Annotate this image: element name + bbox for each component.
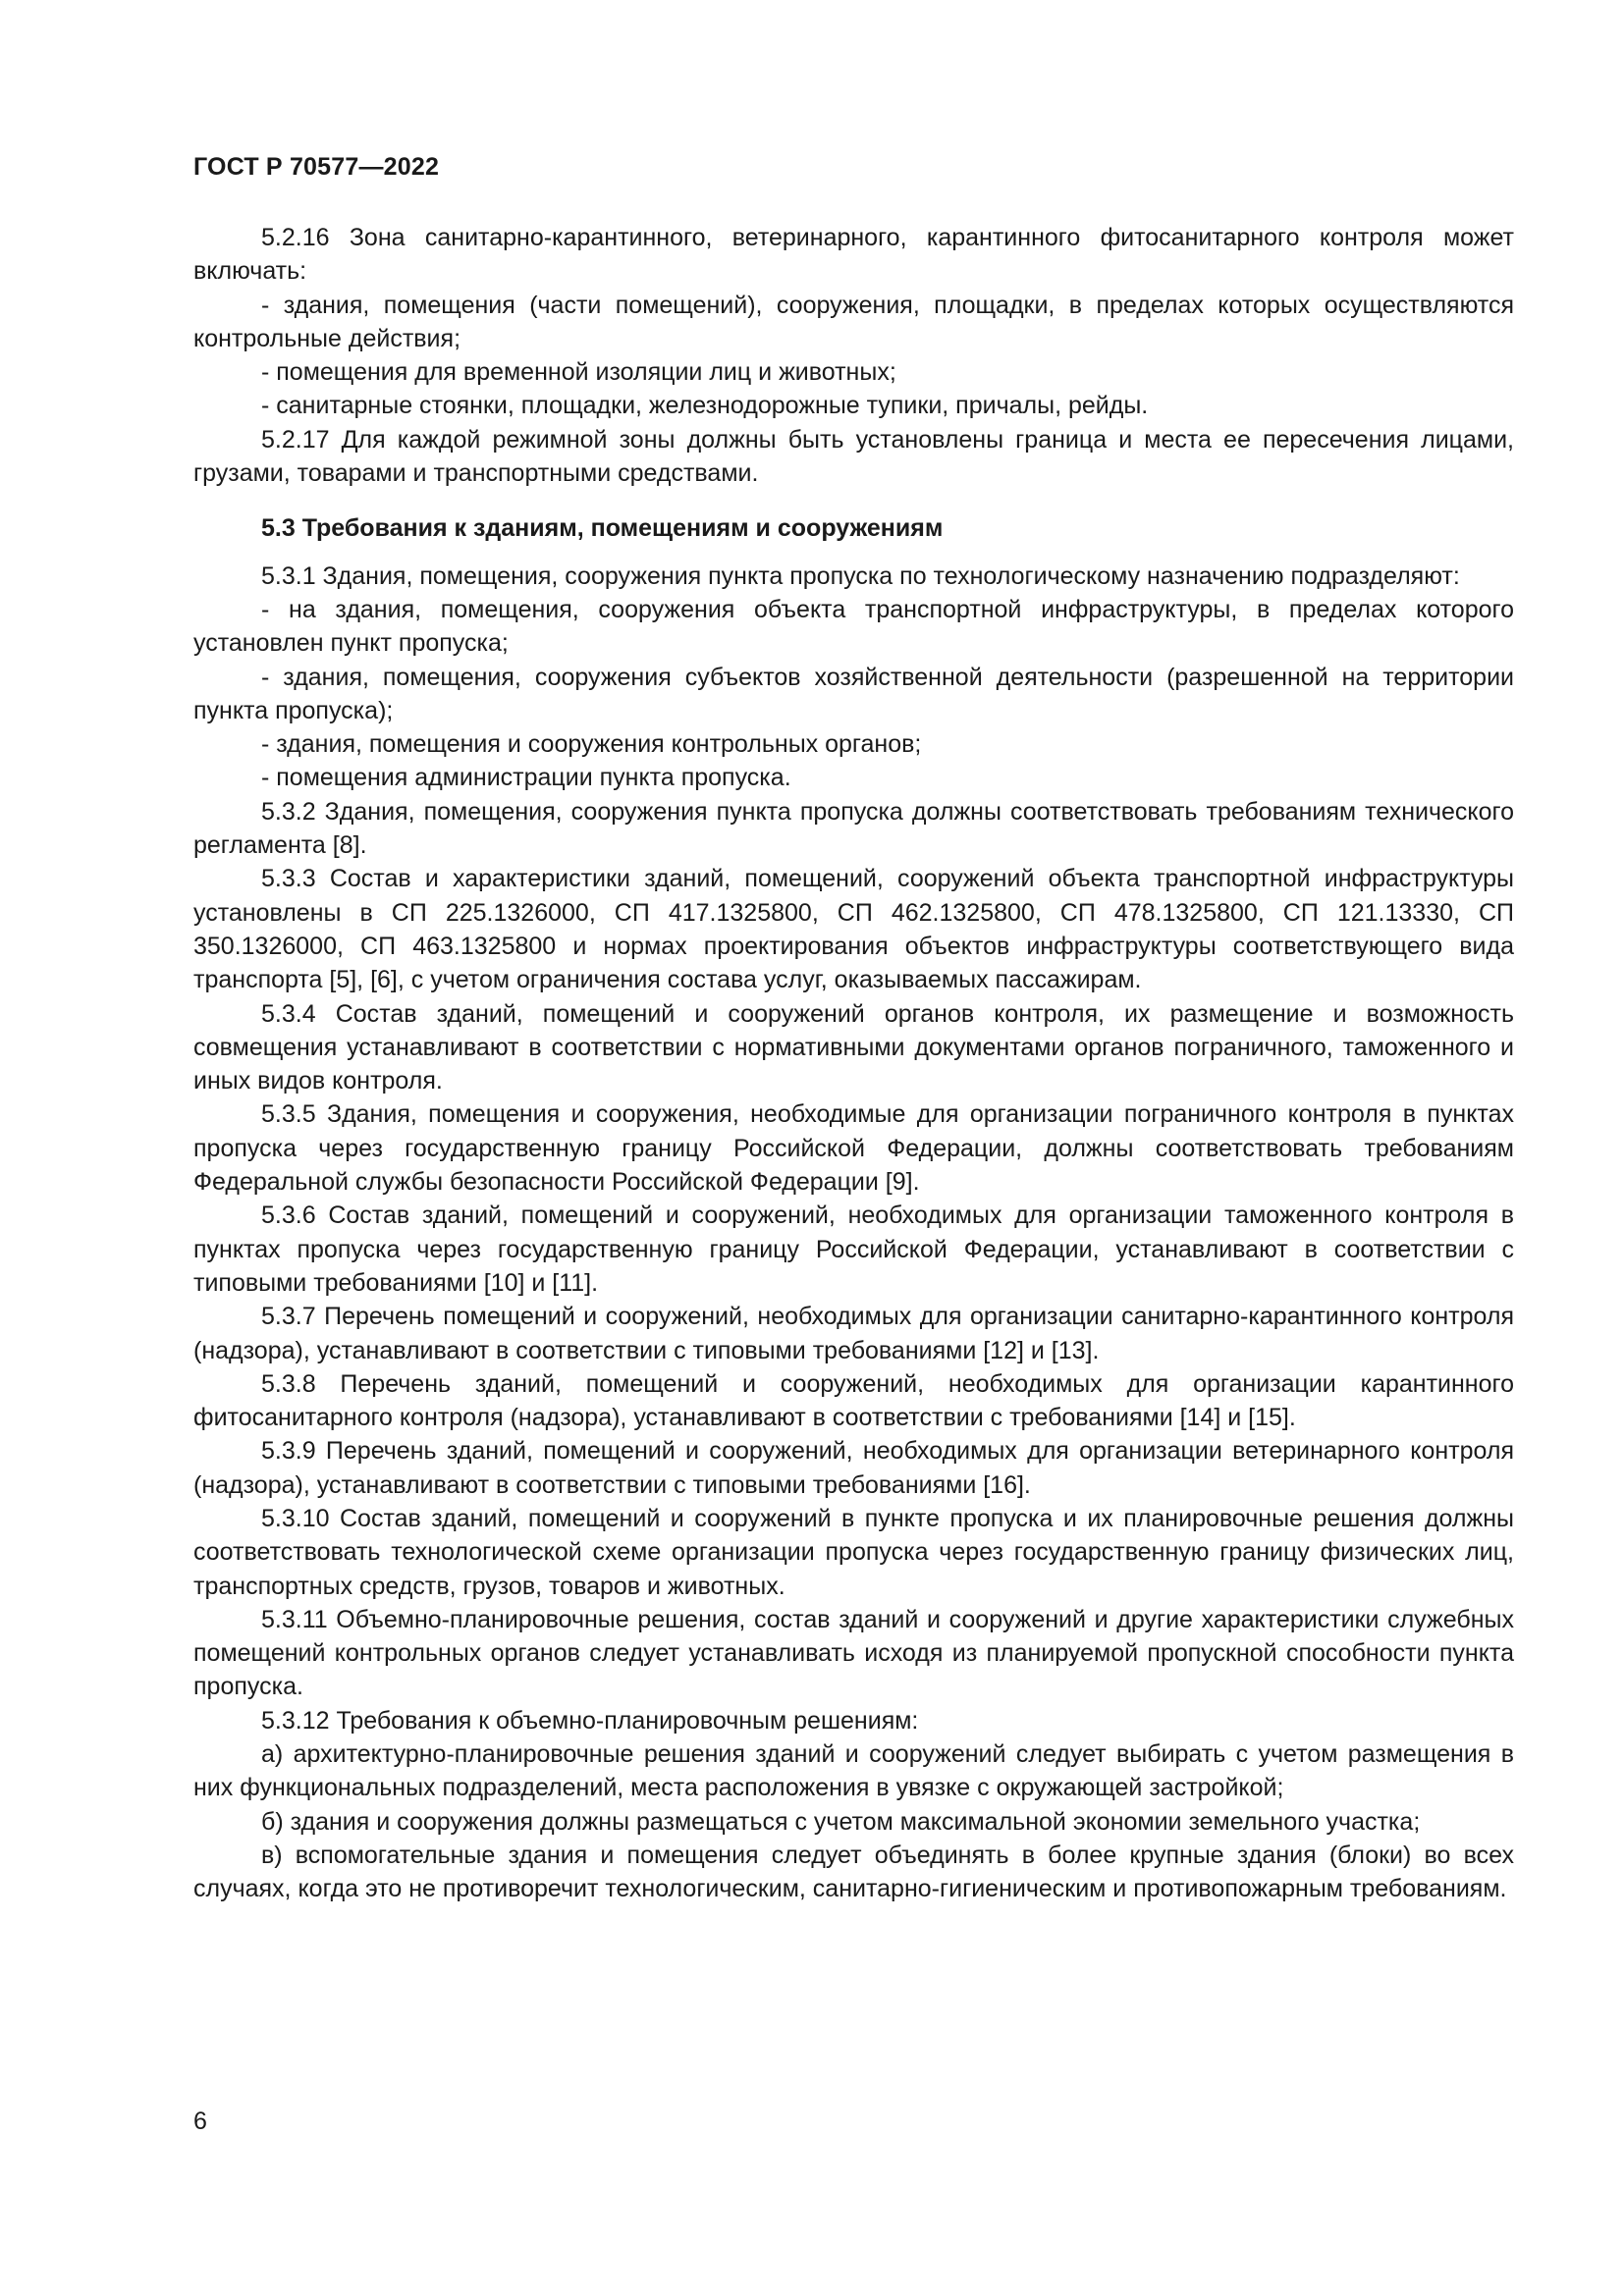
paragraph: 5.3.12 Требования к объемно-планировочным решениям: — [261, 1706, 919, 1735]
paragraph: 5.3.4 Состав зданий, помещений и сооружений органов контроля, их размещение и возможность совмещения устанавливают в соответствии с нормативными документами органов пограничного, таможенного и иных видов контроля. — [193, 999, 1514, 1095]
list-item: - помещения для временной изоляции лиц и животных; — [261, 358, 896, 387]
document-code-header: ГОСТ Р 70577—2022 — [193, 153, 440, 181]
list-item: - помещения администрации пункта пропуска. — [261, 764, 791, 792]
list-item: - санитарные стоянки, площадки, железнодорожные тупики, причалы, рейды. — [261, 392, 1149, 420]
paragraph: 5.3.6 Состав зданий, помещений и сооружений, необходимых для организации таможенного контроля в пунктах пропуска через государственную границу Российской Федерации, устанавливают в соответствии с типовыми требованиями [10] и [11]. — [193, 1201, 1514, 1297]
paragraph: 5.3.2 Здания, помещения, сооружения пункта пропуска должны соответствовать требованиям технического регламента [8]. — [193, 797, 1514, 860]
paragraph: 5.3.11 Объемно-планировочные решения, состав зданий и сооружений и другие характеристики служебных помещений контрольных органов следует устанавливать исходя из планируемой пропускной способности пункта пропуска. — [193, 1605, 1514, 1701]
list-item: - на здания, помещения, сооружения объекта транспортной инфраструктуры, в пределах которого установлен пункт пропуска; — [193, 595, 1514, 658]
list-item: - здания, помещения (части помещений), сооружения, площадки, в пределах которых осуществляются контрольные действия; — [193, 291, 1514, 352]
paragraph: 5.2.17 Для каждой режимной зоны должны быть установлены граница и места ее пересечения лицами, грузами, товарами и транспортными средствами. — [193, 425, 1514, 488]
list-item: б) здания и сооружения должны размещаться с учетом максимальной экономии земельного участка; — [261, 1807, 1421, 1836]
list-item: - здания, помещения, сооружения субъектов хозяйственной деятельности (разрешенной на территории пункта пропуска); — [193, 663, 1514, 724]
paragraph: 5.3.3 Состав и характеристики зданий, помещений, сооружений объекта транспортной инфраструктуры установлены в СП 225.1326000, СП 417.1325800, СП 462.1325800, СП 478.1325800, СП 121.13330, СП 350.1326000, СП 463.1325800 и нормах проектирования объектов инфраструктуры соответствующего вида транспорта [5], [6], с учетом ограничения состава услуг, оказываемых пассажирам. — [193, 865, 1514, 994]
paragraph: 5.3.7 Перечень помещений и сооружений, необходимых для организации санитарно-карантинного контроля (надзора), устанавливают в соответствии с типовыми требованиями [12] и [13]. — [193, 1303, 1514, 1364]
page-number: 6 — [193, 2108, 207, 2135]
document-body — [193, 221, 1514, 1906]
paragraph: 5.3.8 Перечень зданий, помещений и сооружений, необходимых для организации карантинного фитосанитарного контроля (надзора), устанавливают в соответствии с требованиями [14] и [15]. — [193, 1369, 1514, 1432]
list-item: - здания, помещения и сооружения контрольных органов; — [261, 730, 922, 759]
paragraph: 5.3.5 Здания, помещения и сооружения, необходимые для организации пограничного контроля в пунктах пропуска через государственную границу Российской Федерации, должны соответствовать требованиям Федеральной службы безопасности Российской Федерации [9]. — [193, 1100, 1514, 1197]
list-item: а) архитектурно-планировочные решения зданий и сооружений следует выбирать с учетом размещения в них функциональных подразделений, места расположения в увязке с окружающей застройкой; — [193, 1740, 1514, 1802]
section-heading: 5.3 Требования к зданиям, помещениям и сооружениям — [261, 514, 944, 543]
paragraph: 5.3.9 Перечень зданий, помещений и сооружений, необходимых для организации ветеринарного контроля (надзора), устанавливают в соответствии с типовыми требованиями [16]. — [193, 1437, 1514, 1499]
paragraph: 5.3.1 Здания, помещения, сооружения пункта пропуска по технологическому назначению подразделяют: — [261, 561, 1460, 590]
paragraph: 5.2.16 Зона санитарно-карантинного, ветеринарного, карантинного фитосанитарного контроля может включать: — [193, 224, 1514, 286]
list-item: в) вспомогательные здания и помещения следует объединять в более крупные здания (блоки) во всех случаях, когда это не противоречит технологическим, санитарно-гигиеническим и противопожарным требованиям. — [193, 1841, 1514, 1903]
paragraph: 5.3.10 Состав зданий, помещений и сооружений в пункте пропуска и их планировочные решения должны соответствовать технологической схеме организации пропуска через государственную границу физических лиц, транспортных средств, грузов, товаров и животных. — [193, 1504, 1514, 1600]
